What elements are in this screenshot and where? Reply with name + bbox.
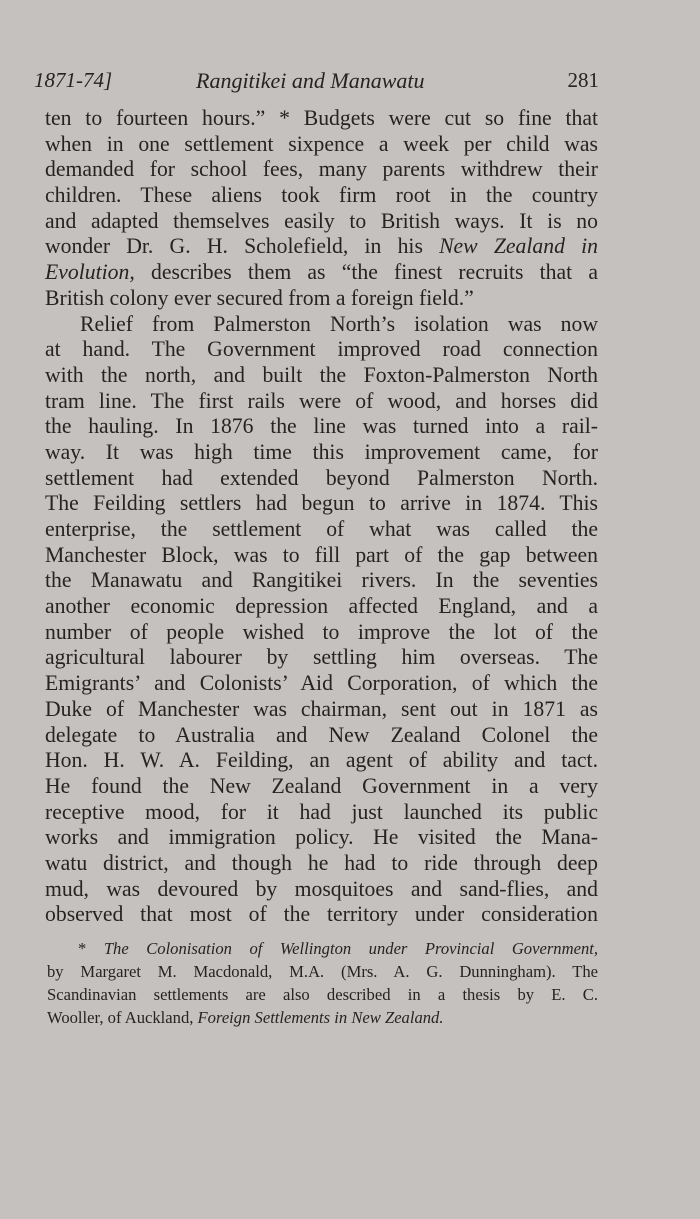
text-line: Manchester Block, was to fill part of the gap between xyxy=(45,542,598,567)
running-head xyxy=(34,68,599,94)
text-line: British colony ever secured from a foreign field.” xyxy=(45,285,474,310)
text-line: delegate to Australia and New Zealand Colonel the xyxy=(45,722,598,747)
text-line: Hon. H. W. A. Feilding, an agent of ability and tact. xyxy=(45,748,598,773)
text-line: He found the New Zealand Government in a very xyxy=(45,773,598,798)
footnote-marker: * xyxy=(78,939,87,958)
footnote-line xyxy=(47,937,598,960)
text-line: the Manawatu and Rangitikei rivers. In the seventies xyxy=(45,568,598,593)
text-line: and adapted themselves easily to British ways. It is no xyxy=(45,208,598,233)
text-line xyxy=(45,234,598,260)
text-line: demanded for school fees, many parents withdrew their xyxy=(45,157,598,182)
footnote-source-title: The Colonisation of Wellington under Provincial Government, xyxy=(103,939,598,958)
footnote xyxy=(47,937,598,1029)
text-line: tram line. The first rails were of wood, and horses did xyxy=(45,388,598,413)
text-line: with the north, and built the Foxton-Palmerston North xyxy=(45,362,598,387)
text-line: way. It was high time this improvement came, for xyxy=(45,439,598,464)
running-head-date-range: 1871-74] xyxy=(34,68,113,92)
text-line: another economic depression affected England, and a xyxy=(45,594,598,619)
text-run: wonder Dr. G. H. Scholefield, in his xyxy=(45,234,423,259)
text-line: agricultural labourer by settling him overseas. The xyxy=(45,645,598,670)
text-line xyxy=(45,260,598,286)
thesis-title-italic: Foreign Settlements in New Zealand. xyxy=(197,1008,444,1027)
page-number: 281 xyxy=(567,68,599,92)
paragraph-first-line: Relief from Palmerston North’s isolation was now xyxy=(80,311,598,336)
book-title-italic: Evolution, xyxy=(45,260,135,285)
footnote-line: Scandinavian settlements are also described in a thesis by E. C. xyxy=(47,985,598,1004)
text-line: the hauling. In 1876 the line was turned into a rail- xyxy=(45,414,598,439)
text-line: enterprise, the settlement of what was called the xyxy=(45,517,598,541)
text-line: watu district, and though he had to ride through deep xyxy=(45,850,598,875)
book-title-italic: New Zealand in xyxy=(439,234,599,259)
footnote-line: by Margaret M. Macdonald, M.A. (Mrs. A. G. Dunningham). The xyxy=(47,962,598,981)
text-line: at hand. The Government improved road connection xyxy=(45,337,598,362)
text-line: settlement had extended beyond Palmerston North. xyxy=(45,465,598,490)
text-line: children. These aliens took firm root in the country xyxy=(45,183,598,208)
text-line: works and immigration policy. He visited the Mana- xyxy=(45,825,598,850)
text-run: Wooller, of Auckland, xyxy=(47,1008,194,1027)
text-run: describes them as “the finest recruits that a xyxy=(150,260,599,285)
text-line: number of people wished to improve the lot of the xyxy=(45,619,598,644)
text-line: when in one settlement sixpence a week per child was xyxy=(45,131,598,156)
running-head-chapter-title: Rangitikei and Manawatu xyxy=(196,68,425,93)
text-line: receptive mood, for it had just launched its public xyxy=(45,799,598,824)
text-line: The Feilding settlers had begun to arrive in 1874. This xyxy=(45,491,598,516)
body-text xyxy=(45,106,598,928)
text-line: Emigrants’ and Colonists’ Aid Corporation, of which the xyxy=(45,671,598,696)
text-line: mud, was devoured by mosquitoes and sand-flies, and xyxy=(45,876,598,901)
text-line: ten to fourteen hours.” * Budgets were cut so fine that xyxy=(45,106,598,130)
footnote-line xyxy=(47,1006,598,1029)
text-line: Duke of Manchester was chairman, sent out in 1871 as xyxy=(45,696,598,721)
text-line: observed that most of the territory under consideration xyxy=(45,902,598,927)
